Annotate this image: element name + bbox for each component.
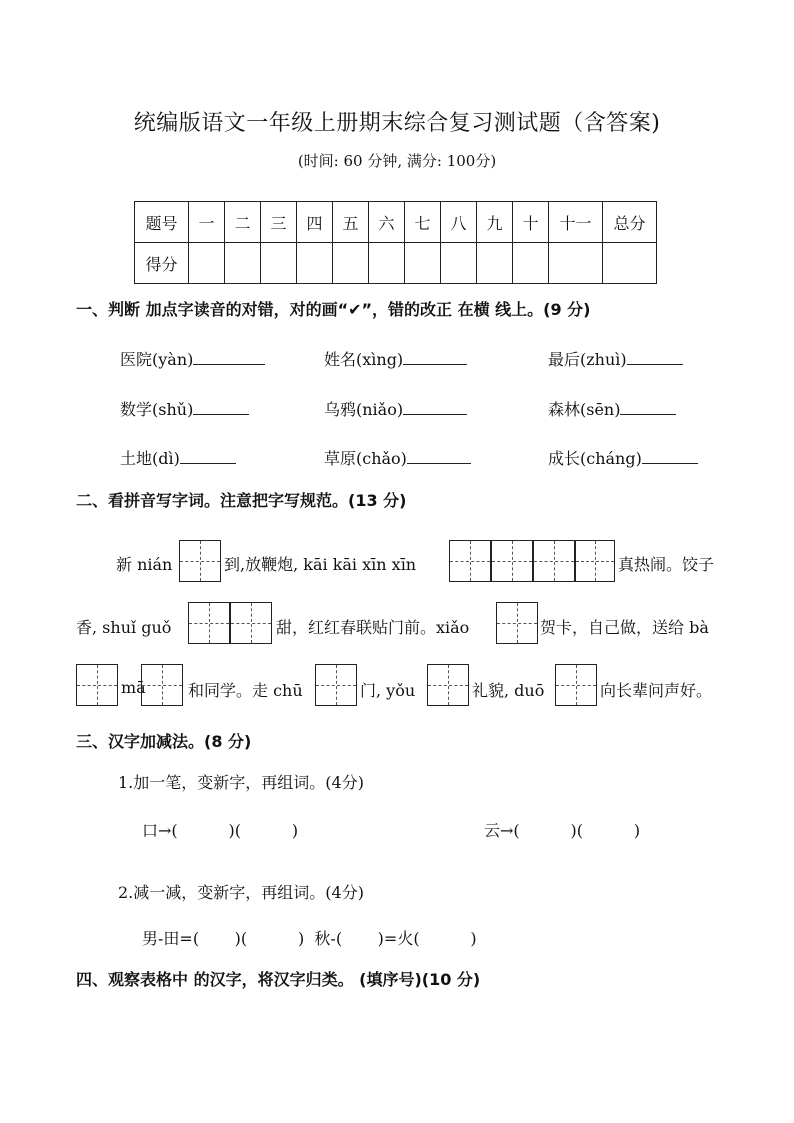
- item-text: 数学(shǔ): [120, 400, 194, 419]
- pinyin-judge-item: [548, 446, 698, 469]
- exam-info: (时间: 60 分钟, 满分: 100分): [297, 152, 497, 170]
- score-input-cell[interactable]: [261, 243, 297, 284]
- item-text: 医院(yàn): [120, 350, 194, 369]
- passage-text: 真热闹。饺子: [618, 555, 715, 574]
- passage-text: 向长辈问声好。: [600, 681, 713, 700]
- score-table-header-row: [135, 202, 657, 243]
- score-cell: 四: [297, 202, 333, 243]
- item-text: 土地(dì): [120, 449, 180, 468]
- score-cell: 六: [369, 202, 405, 243]
- passage-text: 香, shuǐ guǒ: [76, 618, 172, 637]
- passage-text: 礼貌, duō: [472, 681, 545, 700]
- writing-grid-box[interactable]: [315, 664, 357, 706]
- score-input-cell[interactable]: [189, 243, 225, 284]
- subquestion-1: 1.加一笔，变新字，再组词。(4分): [118, 773, 364, 792]
- writing-grid-box[interactable]: [427, 664, 469, 706]
- score-cell: 十: [513, 202, 549, 243]
- score-cell: 三: [261, 202, 297, 243]
- score-table: [134, 201, 657, 284]
- pinyin-judge-item: [324, 397, 467, 420]
- pinyin-judge-item: [548, 397, 676, 420]
- pinyin-judge-item: [548, 347, 683, 370]
- score-cell: 十一: [549, 202, 603, 243]
- passage-text: 新 nián: [116, 555, 173, 574]
- score-input-cell[interactable]: [369, 243, 405, 284]
- answer-blank[interactable]: [620, 400, 676, 415]
- section-2-heading: 二、看拼音写字词。注意把字写规范。(13 分): [76, 491, 407, 510]
- score-input-cell[interactable]: [603, 243, 657, 284]
- passage-text: 门, yǒu: [360, 681, 416, 700]
- answer-blank[interactable]: [642, 449, 698, 464]
- add-stroke-question[interactable]: 云→( )( ): [484, 821, 641, 840]
- writing-grid-box[interactable]: [141, 664, 183, 706]
- score-cell: 九: [477, 202, 513, 243]
- item-text: 草原(chǎo): [324, 449, 407, 468]
- pinyin-judge-item: [324, 347, 467, 370]
- section-4-heading: 四、观察表格中 的汉字，将汉字归类。 (填序号)(10 分): [76, 970, 481, 989]
- score-input-cell[interactable]: [441, 243, 477, 284]
- section-3-heading: 三、汉字加减法。(8 分): [76, 732, 252, 751]
- subquestion-2: 2.减一减，变新字，再组词。(4分): [118, 883, 364, 902]
- passage-text: 贺卡，自己做，送给 bà: [540, 618, 709, 637]
- score-cell: 八: [441, 202, 477, 243]
- writing-grid-box[interactable]: [230, 602, 272, 644]
- answer-blank[interactable]: [627, 350, 683, 365]
- score-input-cell[interactable]: [225, 243, 261, 284]
- passage-text: 到,放鞭炮, kāi kāi xīn xīn: [224, 555, 417, 574]
- score-input-cell[interactable]: [549, 243, 603, 284]
- score-input-cell[interactable]: [513, 243, 549, 284]
- writing-grid-box[interactable]: [76, 664, 118, 706]
- score-cell: 总分: [603, 202, 657, 243]
- score-input-cell[interactable]: [297, 243, 333, 284]
- pinyin-judge-item: [120, 397, 249, 420]
- passage-text: mā: [121, 678, 146, 697]
- writing-grid-box[interactable]: [496, 602, 538, 644]
- writing-grid-box[interactable]: [179, 540, 221, 582]
- item-text: 森林(sēn): [548, 400, 621, 419]
- score-table-score-row: [135, 243, 657, 284]
- item-text: 成长(cháng): [548, 449, 642, 468]
- answer-blank[interactable]: [193, 400, 249, 415]
- pinyin-judge-item: [324, 446, 471, 469]
- answer-blank[interactable]: [180, 449, 236, 464]
- score-input-cell[interactable]: [333, 243, 369, 284]
- score-cell: 一: [189, 202, 225, 243]
- writing-grid-box[interactable]: [575, 540, 615, 582]
- item-text: 姓名(xìng): [324, 350, 404, 369]
- writing-grid-box[interactable]: [533, 540, 575, 582]
- page-title: 统编版语文一年级上册期末综合复习测试题（含答案): [133, 111, 661, 136]
- score-cell: 七: [405, 202, 441, 243]
- score-cell: 五: [333, 202, 369, 243]
- writing-grid-box[interactable]: [555, 664, 597, 706]
- writing-grid-box[interactable]: [449, 540, 491, 582]
- item-text: 最后(zhuì): [548, 350, 627, 369]
- writing-grid-box[interactable]: [491, 540, 533, 582]
- answer-blank[interactable]: [403, 350, 467, 365]
- score-cell: 得分: [135, 243, 189, 284]
- answer-blank[interactable]: [403, 400, 467, 415]
- subtract-question[interactable]: 男-田=( )( ) 秋-( )=火( ): [142, 929, 477, 948]
- pinyin-judge-item: [120, 347, 265, 370]
- passage-text: 甜，红红春联贴门前。xiǎo: [276, 618, 470, 637]
- answer-blank[interactable]: [193, 350, 265, 365]
- score-input-cell[interactable]: [405, 243, 441, 284]
- score-cell: 二: [225, 202, 261, 243]
- score-input-cell[interactable]: [477, 243, 513, 284]
- writing-grid-box[interactable]: [188, 602, 230, 644]
- passage-text: 和同学。走 chū: [188, 681, 303, 700]
- add-stroke-question[interactable]: 口→( )( ): [142, 821, 299, 840]
- answer-blank[interactable]: [407, 449, 471, 464]
- score-cell: 题号: [135, 202, 189, 243]
- pinyin-judge-item: [120, 446, 236, 469]
- section-1-heading: 一、判断 加点字读音的对错，对的画“✔”，错的改正 在横 线上。(9 分): [76, 300, 591, 319]
- item-text: 乌鸦(niǎo): [324, 400, 404, 419]
